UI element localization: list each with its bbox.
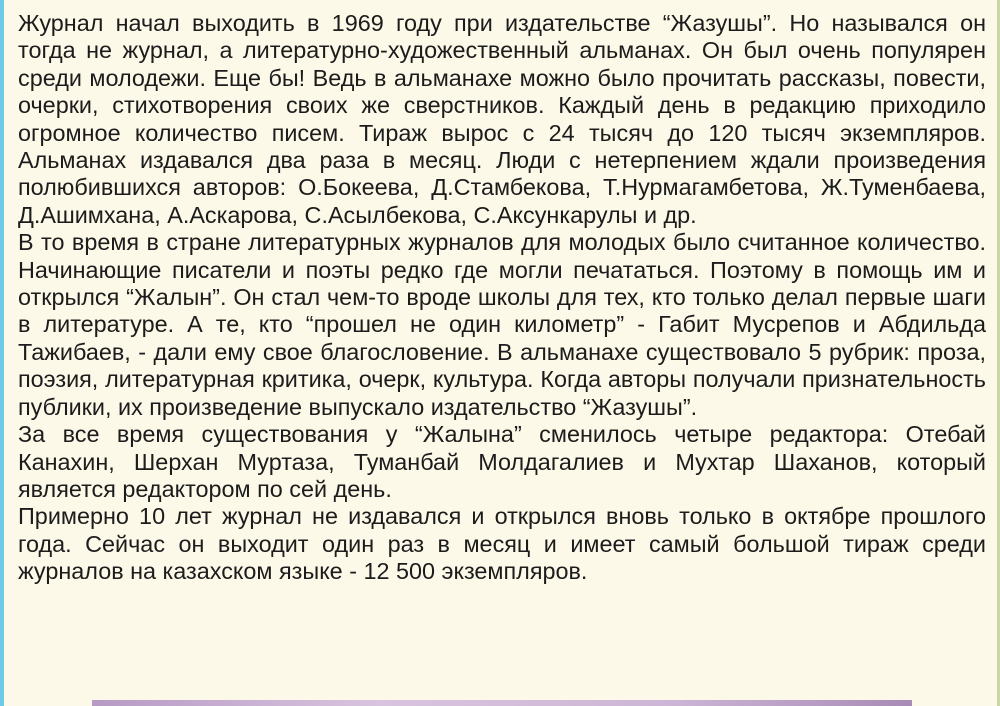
paragraph-school: В то время в стране литературных журналов для молодых было считанное количество. Начинающие писатели и поэты редко где могли печататься. Поэтому в помощь им и открылся “Жалын”. Он стал чем-то вроде школы для тех, кто только делал первые шаги в литературе. А те, кто “прошел не один километр” - Габит Мусрепов и Абдильда Тажибаев, - дали ему свое благословение. В альманахе существовало 5 рубрик: проза, поэзия, литературная критика, очерк, культура. Когда авторы получали признательность публики, их произведение выпускало издательство “Жазушы”. xyxy=(18,229,986,420)
bottom-image-edge xyxy=(92,700,912,706)
paragraph-editors: За все время существования у “Жалына” сменилось четыре редактора: Отебай Канахин, Шерхан Муртаза, Туманбай Молдагалиев и Мухтар Шаханов, который является редактором по сей день. xyxy=(18,421,986,502)
paragraph-history: Журнал начал выходить в 1969 году при издательстве “Жазушы”. Но назывался он тогда не журнал, а литературно-художественный альманах. Он был очень популярен среди молодежи. Еще бы! Ведь в альманахе можно было прочитать рассказы, повести, очерки, стихотворения своих же сверстников. Каждый день в редакцию приходило огромное количество писем. Тираж вырос с 24 тысяч до 120 тысяч экземпляров. Альманах издавался два раза в месяц. Люди с нетерпением ждали произведения полюбившихся авторов: О.Бокеева, Д.Стамбекова, Т.Нурмагамбетова, Ж.Туменбаева, Д.Ашимхана, А.Аскарова, С.Асылбекова, С.Аксункарулы и др. xyxy=(18,10,986,228)
paragraph-revival: Примерно 10 лет журнал не издавался и открылся вновь только в октябре прошлого года. Сейчас он выходит один раз в месяц и имеет самый большой тираж среди журналов на казахском языке - 12 500 экземпляров. xyxy=(18,503,986,585)
article-text xyxy=(18,10,986,586)
